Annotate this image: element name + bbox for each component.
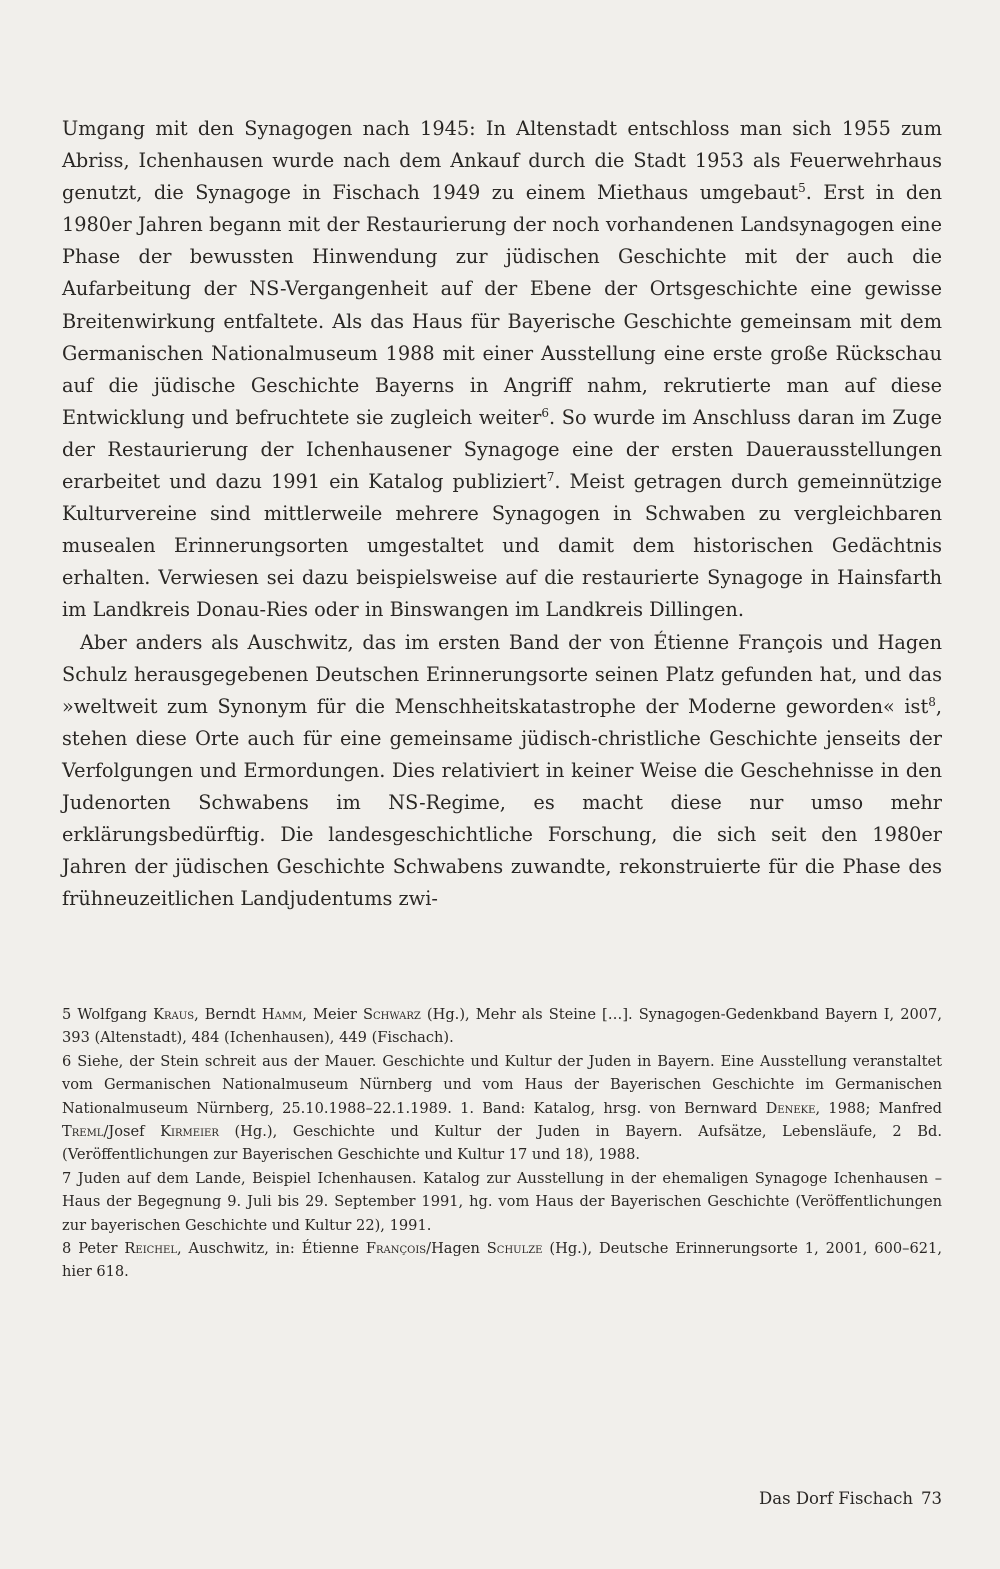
author-surname: François xyxy=(365,1240,427,1258)
text-run: . Erst in den 1980er Jahren begann mit der Restaurierung der noch vorhandenen Landsynagogen eine Phase der bewussten Hinwendung zur jüdischen Geschichte mit der auch die Aufarbeitung der NS-Vergangenheit auf der Ebene der Ortsgeschichte eine gewisse Breitenwirkung entfaltete. Als das Haus für Bayerische Geschichte gemeinsam mit dem Germanischen Nationalmuseum 1988 mit einer Ausstellung eine erste große Rückschau auf die jüdische Geschichte Bayerns in Angriff nahm, rekrutierte man auf diese Entwicklung und befruchtete sie zugleich weiter xyxy=(62,181,942,429)
footnote xyxy=(62,1237,942,1284)
text-run: , Meier xyxy=(302,1006,363,1023)
footnote-ref: 6 xyxy=(541,405,549,420)
main-text xyxy=(62,113,942,915)
text-run: , Auschwitz, in: Étienne xyxy=(176,1240,366,1258)
author-surname: Schulze xyxy=(486,1240,543,1258)
text-run: /Hagen xyxy=(426,1240,487,1258)
author-surname: Reichel xyxy=(124,1240,177,1258)
footnote-ref: 8 xyxy=(928,694,936,709)
text-run: 7 Juden auf dem Lande, Beispiel Ichenhausen. Katalog zur Ausstellung in der ehemaligen Synagoge Ichenhausen – Haus der Begegnung 9. Juli bis 29. September 1991, hg. vom Haus der Bayerischen Geschichte (Veröffentlichungen zur bayerischen Geschichte und Kultur 22), 1991. xyxy=(62,1169,942,1234)
footnote xyxy=(62,1050,942,1167)
text-run: /Josef xyxy=(103,1123,161,1141)
author-surname: Kirmeier xyxy=(160,1123,219,1141)
paragraph xyxy=(62,627,942,916)
paragraph xyxy=(62,113,942,627)
text-run: . Meist getragen durch gemeinnützige Kulturvereine sind mittlerweile mehrere Synagogen in Schwaben zu vergleichbaren musealen Erinnerungsorten umgestaltet und damit dem historischen Gedächtnis erhalten. Verwiesen sei dazu beispielsweise auf die restaurierte Synagoge in Hainsfarth im Landkreis Donau-Ries oder in Binswangen im Landkreis Dillingen. xyxy=(62,470,942,622)
text-run: , 1988; Manfred xyxy=(815,1099,942,1117)
text-run: Umgang mit den Synagogen nach 1945: In Altenstadt entschloss man sich 1955 zum Abriss, Ichenhausen wurde nach dem Ankauf durch die Stadt 1953 als Feuerwehrhaus genutzt, die Synagoge in Fischach 1949 zu einem Miethaus umgebaut xyxy=(62,117,942,205)
running-title: Das Dorf Fischach xyxy=(759,1489,913,1508)
footnote-ref: 5 xyxy=(798,181,806,196)
text-run: , stehen diese Orte auch für eine gemeinsame jüdisch-christliche Geschichte jenseits der Verfolgungen und Ermordungen. Dies relativiert in keiner Weise die Geschehnisse in den Judenorten Schwabens im NS-Regime, es macht diese nur umso mehr erklärungsbedürftig. Die landesgeschichtliche Forschung, die sich seit den 1980er Jahren der jüdischen Geschichte Schwabens zuwandte, rekonstruierte für die Phase des frühneuzeitlichen Landjudentums zwi- xyxy=(62,694,942,911)
author-surname: Hamm xyxy=(261,1006,303,1023)
footnote-ref: 7 xyxy=(546,470,555,485)
footnote xyxy=(62,1167,942,1237)
author-surname: Schwarz xyxy=(362,1006,421,1023)
text-run: , Berndt xyxy=(194,1006,262,1023)
text-run: Aber anders als Auschwitz, das im ersten Band der von Étienne François und Hagen Schulz herausgegebenen Deutschen Erinnerungsorte seinen Platz gefunden hat, und das »weltweit zum Synonym für die Menschheitskatastrophe der Moderne geworden« ist xyxy=(62,630,942,718)
text-run: 6 Siehe, der Stein schreit aus der Mauer. Geschichte und Kultur der Juden in Bayern. Eine Ausstellung veranstaltet vom Germanischen Nationalmuseum Nürnberg und vom Haus der Bayerischen Geschichte im Germanischen Nationalmuseum Nürnberg, 25.10.1988–22.1.1989. 1. Band: Katalog, hrsg. von Bernward xyxy=(62,1052,942,1117)
text-run: (Hg.), Deutsche Erinnerungsorte 1, 2001, 600–621, hier 618. xyxy=(62,1240,942,1281)
text-run: . So wurde im Anschluss daran im Zuge der Restaurierung der Ichenhausener Synagoge eine der ersten Dauerausstellungen erarbeitet und dazu 1991 ein Katalog publiziert xyxy=(62,405,942,494)
footnote xyxy=(62,1003,942,1050)
author-surname: Treml xyxy=(62,1123,104,1141)
text-run: (Hg.), Mehr als Steine […]. Synagogen-Gedenkband Bayern I, 2007, 393 (Altenstadt), 484 (Ichenhausen), 449 (Fischach). xyxy=(62,1006,942,1047)
page-footer xyxy=(759,1487,942,1511)
author-surname: Kraus xyxy=(153,1006,195,1023)
footnotes xyxy=(62,1003,942,1284)
text-run: 8 Peter xyxy=(62,1240,125,1258)
page-number: 73 xyxy=(921,1489,942,1508)
text-run: 5 Wolfgang xyxy=(62,1006,154,1023)
author-surname: Deneke xyxy=(765,1099,816,1117)
text-run: (Hg.), Geschichte und Kultur der Juden in Bayern. Aufsätze, Lebensläufe, 2 Bd. (Veröffentlichungen zur Bayerischen Geschichte und Kultur 17 und 18), 1988. xyxy=(62,1123,942,1164)
